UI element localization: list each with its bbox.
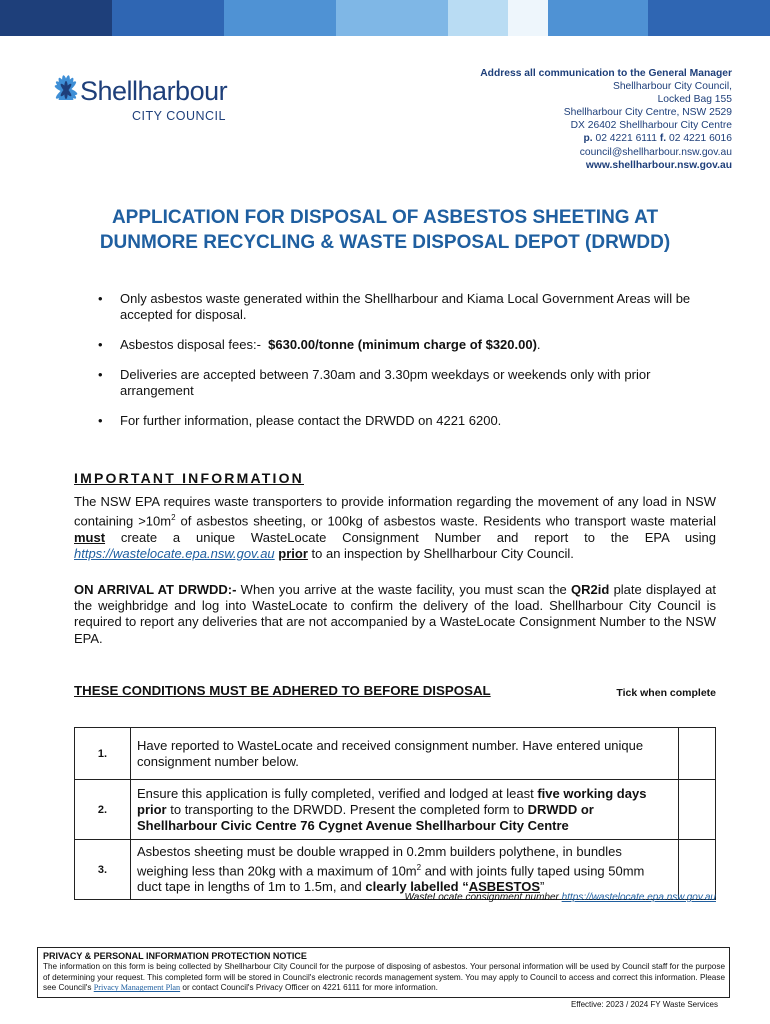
address-line: Shellharbour City Centre, NSW 2529	[563, 107, 732, 119]
table-row	[75, 728, 716, 780]
logo-subtitle: CITY COUNCIL	[132, 109, 226, 123]
must-emphasis: must	[74, 529, 106, 545]
address-block	[480, 67, 732, 172]
bullet-item	[96, 291, 716, 323]
address-line: DX 26402 Shellharbour City Centre	[570, 120, 732, 132]
cell-bold: five working days prior	[137, 785, 647, 817]
header-color-band	[0, 0, 770, 36]
tick-checkbox[interactable]	[679, 728, 716, 780]
condition-number: 2.	[75, 780, 131, 840]
phone-label: p.	[583, 133, 593, 145]
band-segment	[508, 0, 548, 36]
band-segment	[112, 0, 224, 36]
bullet-dot-icon: •	[98, 367, 103, 382]
tick-checkbox[interactable]	[679, 780, 716, 840]
privacy-text: The information on this form is being collected by Shellharbour City Council for the purpose of disposing of asbestos. Your personal information will be used by Council staff for the purpose of determining your request. This completed form will be stored in Council's electronic records management system. You may apply to Council to access and correct this information. Please see Council's	[43, 961, 725, 993]
para-text: The NSW EPA requires waste transporters to provide information regarding the movement of any load in NSW containing >10m	[74, 494, 716, 529]
para-text: plate displayed at the weighbridge and log into WasteLocate to confirm the delivery of the load. Shellharbour City Council is required to report any deliveries that are not accompanied by a WasteLocate Consignment Number to the NSW EPA.	[74, 582, 716, 646]
council-logo	[36, 50, 246, 130]
fee-amount: $630.00/tonne (minimum charge of $320.00)	[268, 337, 537, 352]
condition-number: 1.	[75, 728, 131, 780]
superscript: 2	[171, 513, 176, 523]
tick-checkbox[interactable]	[679, 840, 716, 900]
council-website: www.shellharbour.nsw.gov.au	[585, 159, 732, 171]
logo-wordmark: Shellharbour	[80, 76, 228, 106]
para-text: When you arrive at the waste facility, you must scan the	[236, 582, 572, 597]
bullet-dot-icon: •	[98, 291, 103, 306]
address-line: Shellharbour City Council,	[612, 81, 732, 93]
bullet-dot-icon: •	[98, 337, 103, 352]
asbestos-label: ASBESTOS	[468, 879, 540, 895]
condition-text	[131, 780, 679, 840]
privacy-text: or contact Council's Privacy Officer on 4221 6111 for more information.	[180, 983, 438, 993]
band-segment	[648, 0, 770, 36]
fax-number: 02 4221 6016	[669, 133, 732, 145]
bullet-text: Asbestos disposal fees:-	[120, 337, 261, 352]
tick-column-label: Tick when complete	[616, 687, 716, 699]
para-text: create a unique WasteLocate Consignment Number and report to the EPA using	[105, 529, 716, 545]
cell-text: and with joints fully taped using 50mm duct tape in lengths of 1m to 1.5m, and	[137, 863, 645, 895]
arrival-label: ON ARRIVAL AT DRWDD:-	[74, 582, 237, 597]
cell-bold: clearly labelled “	[365, 879, 469, 895]
cell-text: to transporting to the DRWDD. Present the completed form to	[166, 801, 528, 817]
arrival-paragraph	[74, 582, 716, 647]
bullet-item	[96, 337, 716, 353]
para-text: to an inspection by Shellharbour City Council.	[307, 545, 574, 561]
bullet-item	[96, 413, 716, 429]
table-row	[75, 780, 716, 840]
bullet-text: Only asbestos waste generated within the Shellharbour and Kiama Local Government Areas will be accepted for disposal.	[120, 291, 691, 322]
bullet-item	[96, 367, 716, 399]
council-email: council@shellharbour.nsw.gov.au	[579, 146, 732, 158]
privacy-notice	[37, 947, 730, 998]
privacy-plan-link[interactable]: Privacy Management Plan	[93, 983, 181, 993]
bullet-text: Deliveries are accepted between 7.30am and 3.30pm weekdays or weekends only with prior arrangement	[120, 367, 651, 398]
condition-text: Have reported to WasteLocate and received consignment number. Have entered unique consignment number below.	[131, 728, 679, 780]
phone-number: 02 4221 6111	[595, 133, 657, 145]
superscript: 2	[416, 863, 422, 872]
cell-text: Ensure this application is fully completed, verified and lodged at least	[137, 785, 538, 801]
title-line: APPLICATION FOR DISPOSAL OF ASBESTOS SHEETING AT	[111, 207, 659, 228]
band-segment	[336, 0, 448, 36]
band-segment	[548, 0, 648, 36]
bullet-text: For further information, please contact the DRWDD on 4221 6200.	[120, 413, 502, 428]
bullet-dot-icon: •	[98, 413, 103, 428]
wastelocate-link[interactable]: https://wastelocate.epa.nsw.gov.au	[561, 892, 716, 903]
bullet-text: .	[536, 337, 541, 352]
important-heading: IMPORTANT INFORMATION	[74, 470, 304, 486]
fax-label: f.	[659, 133, 667, 145]
consignment-number-line	[405, 892, 717, 903]
page-title	[40, 205, 730, 255]
qr2id-emphasis: QR2id	[571, 582, 610, 597]
condition-text	[131, 840, 679, 900]
prior-emphasis: prior	[278, 545, 308, 561]
condition-number: 3.	[75, 840, 131, 900]
table-row	[75, 840, 716, 900]
conditions-table	[74, 727, 716, 900]
privacy-heading: PRIVACY & PERSONAL INFORMATION PROTECTION NOTICE	[43, 951, 307, 961]
title-line: DUNMORE RECYCLING & WASTE DISPOSAL DEPOT (DRWDD)	[99, 232, 671, 253]
address-heading: Address all communication to the General Manager	[480, 68, 732, 79]
cell-bold: DRWDD or Shellharbour Civic Centre 76 Cygnet Avenue Shellharbour City Centre	[137, 801, 594, 833]
address-line: Locked Bag 155	[657, 94, 732, 106]
band-segment	[0, 0, 112, 36]
cell-text: Asbestos sheeting must be double wrapped in 0.2mm builders polythene, in bundles weighing less than 20kg with a maximum of 10m	[137, 844, 622, 879]
epa-requirement-paragraph	[74, 494, 716, 562]
info-bullets	[96, 291, 716, 443]
consign-label: WasteLocate consignment number	[404, 892, 559, 903]
band-segment	[448, 0, 508, 36]
para-text: of asbestos sheeting, or 100kg of asbestos waste. Residents who transport waste material	[175, 513, 716, 529]
conditions-heading: THESE CONDITIONS MUST BE ADHERED TO BEFORE DISPOSAL	[74, 683, 491, 698]
band-segment	[224, 0, 336, 36]
effective-date: Effective: 2023 / 2024 FY Waste Services	[570, 1000, 718, 1009]
cell-text: ”	[540, 879, 545, 895]
wastelocate-link[interactable]: https://wastelocate.epa.nsw.gov.au	[74, 545, 275, 561]
contact-numbers	[480, 132, 732, 145]
